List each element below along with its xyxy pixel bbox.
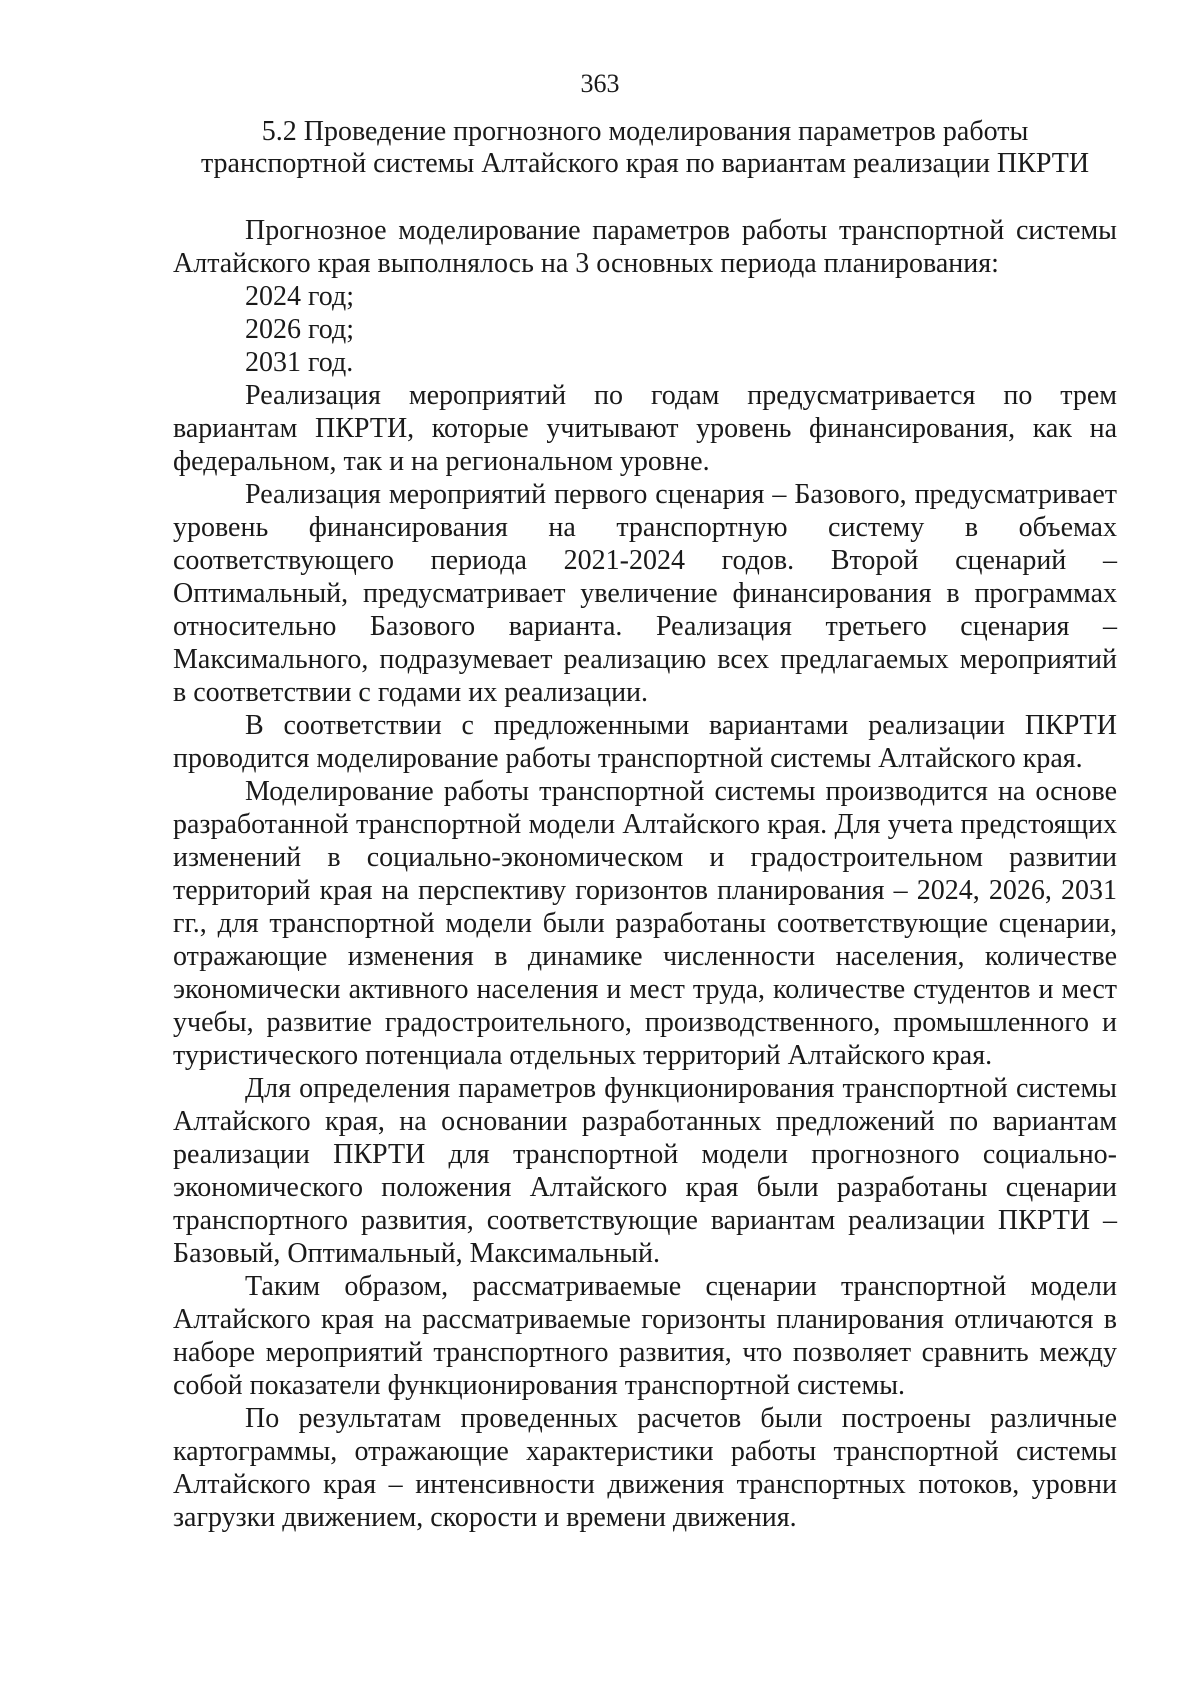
paragraph-modeling-intro: В соответствии с предложенными вариантами реализации ПКРТИ проводится моделирование работы транспортной системы Алтайского края.: [173, 710, 1117, 774]
section-heading-line-1: 5.2 Проведение прогнозного моделирования параметров работы: [261, 116, 1029, 147]
list-item-2026: 2026 год;: [245, 314, 355, 345]
paragraph-results: По результатам проведенных расчетов были построены различные картограммы, отражающие характеристики работы транспортной системы Алтайского края – интенсивности движения транспортных потоков, уровни загрузки движением, скорости и времени движения.: [173, 1403, 1117, 1533]
list-item-2031: 2031 год.: [245, 347, 354, 378]
paragraph-model-basis: Моделирование работы транспортной системы производится на основе разработанной транспортной модели Алтайского края. Для учета предстоящих изменений в социально-экономическом и градостроительном развитии территорий края на перспективу горизонтов планирования – 2024, 2026, 2031 гг., для транспортной модели были разработаны соответствующие сценарии, отражающие изменения в динамике численности населения, количестве экономически активного населения и мест труда, количестве студентов и мест учебы, развитие градостроительного, производственного, промышленного и туристического потенциала отдельных территорий Алтайского края.: [173, 776, 1117, 1071]
section-heading: [170, 116, 1120, 180]
section-heading-line-2: транспортной системы Алтайского края по вариантам реализации ПКРТИ: [200, 148, 1090, 179]
body-text: [173, 214, 1117, 1534]
paragraph-intro: Прогнозное моделирование параметров работы транспортной системы Алтайского края выполнялось на 3 основных периода планирования:: [173, 215, 1117, 279]
paragraph-scenarios: Реализация мероприятий первого сценария – Базового, предусматривает уровень финансирования на транспортную систему в объемах соответствующего периода 2021-2024 годов. Второй сценарий – Оптимальный, предусматривает увеличение финансирования в программах относительно Базового варианта. Реализация третьего сценария – Максимального, подразумевает реализацию всех предлагаемых мероприятий в соответствии с годами их реализации.: [173, 479, 1117, 708]
paragraph-comparison: Таким образом, рассматриваемые сценарии транспортной модели Алтайского края на рассматриваемые горизонты планирования отличаются в наборе мероприятий транспортного развития, что позволяет сравнить между собой показатели функционирования транспортной системы.: [173, 1271, 1117, 1401]
list-item-2024: 2024 год;: [245, 281, 355, 312]
paragraph-parameters: Для определения параметров функционирования транспортной системы Алтайского края, на основании разработанных предложений по вариантам реализации ПКРТИ для транспортной модели прогнозного социально-экономического положения Алтайского края были разработаны сценарии транспортного развития, соответствующие вариантам реализации ПКРТИ – Базовый, Оптимальный, Максимальный.: [173, 1073, 1117, 1269]
page-number: 363: [580, 69, 620, 98]
paragraph-variants: Реализация мероприятий по годам предусматривается по трем вариантам ПКРТИ, которые учитывают уровень финансирования, как на федеральном, так и на региональном уровне.: [173, 380, 1117, 477]
